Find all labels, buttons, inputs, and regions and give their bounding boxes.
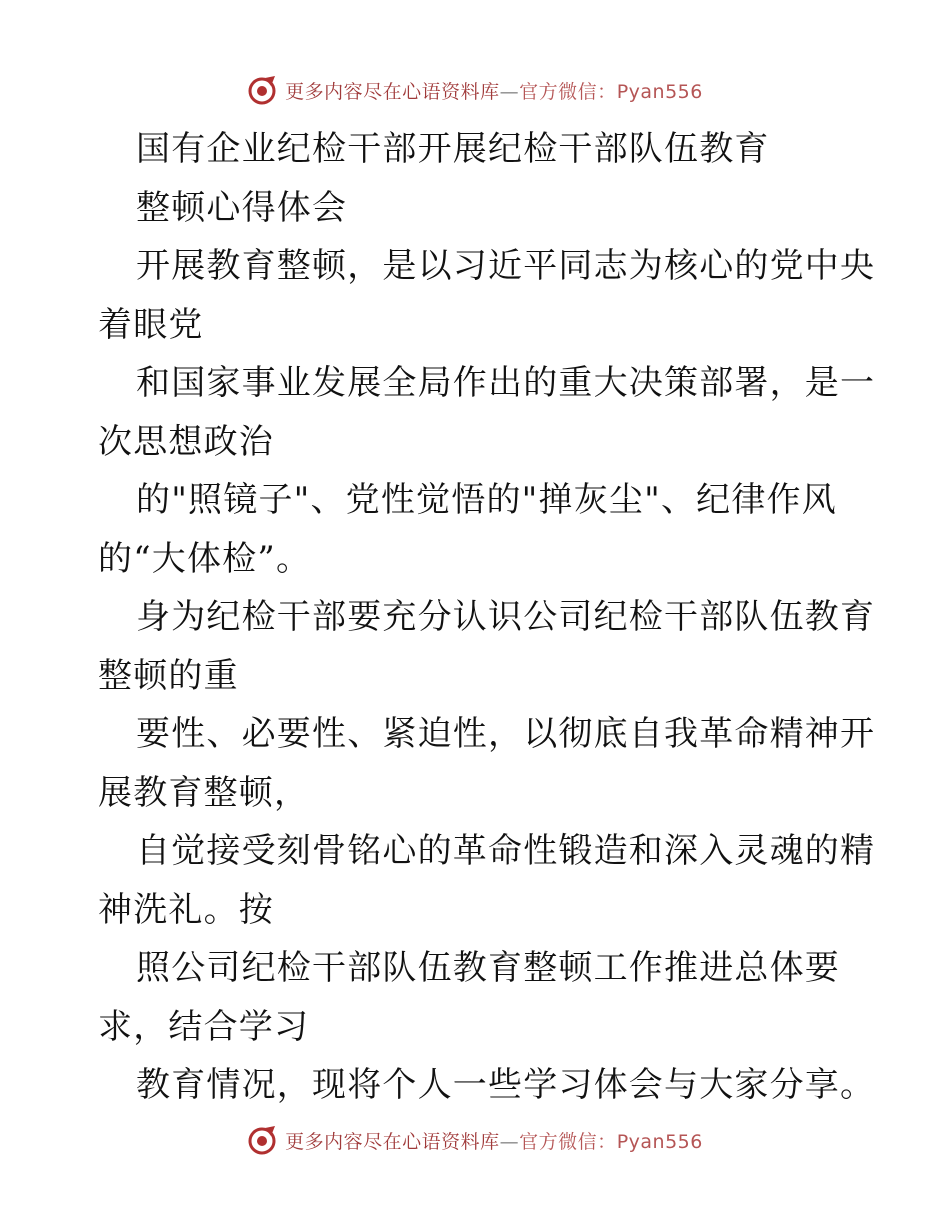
doc-line-10: 整顿的重	[98, 655, 239, 696]
header-banner-title: 更多内容尽在心语资料库	[285, 80, 500, 103]
doc-line-3: 开展教育整顿，是以习近平同志为核心的党中央	[136, 246, 876, 286]
brand-logo-icon	[247, 74, 279, 106]
doc-line-14: 神洗礼。按	[98, 889, 274, 930]
header-wechat-id: Pyan556	[616, 80, 703, 103]
doc-line-5: 和国家事业发展全局作出的重大决策部署，是一	[136, 363, 876, 403]
header-separator: —	[499, 80, 520, 103]
brand-logo-icon	[247, 1124, 279, 1156]
header-banner	[0, 70, 950, 110]
document-body	[98, 120, 876, 1115]
doc-line-16: 求，结合学习	[98, 1006, 310, 1047]
footer-wechat-label: 官方微信：	[519, 1130, 617, 1153]
doc-line-15: 照公司纪检干部队伍教育整顿工作推进总体要	[136, 948, 840, 988]
doc-line-4: 着眼党	[98, 304, 204, 345]
doc-line-6: 次思想政治	[98, 421, 274, 462]
doc-line-8: 的“大体检”。	[98, 538, 312, 579]
footer-banner-title: 更多内容尽在心语资料库	[285, 1130, 500, 1153]
doc-line-17: 教育情况，现将个人一些学习体会与大家分享。	[136, 1065, 876, 1105]
footer-banner-text	[285, 1127, 703, 1154]
footer-wechat-id: Pyan556	[616, 1130, 703, 1153]
doc-line-13: 自觉接受刻骨铭心的革命性锻造和深入灵魂的精	[136, 831, 876, 871]
doc-line-11: 要性、必要性、紧迫性，以彻底自我革命精神开	[136, 714, 876, 754]
doc-line-1: 国有企业纪检干部开展纪检干部队伍教育	[136, 129, 770, 169]
header-wechat-label: 官方微信：	[519, 80, 617, 103]
doc-line-2: 整顿心得体会	[136, 187, 348, 228]
doc-line-12: 展教育整顿，	[98, 772, 310, 813]
doc-line-9: 身为纪检干部要充分认识公司纪检干部队伍教育	[136, 597, 876, 637]
footer-separator: —	[499, 1130, 520, 1153]
header-banner-text	[285, 77, 703, 104]
doc-line-7: 的"照镜子"、党性觉悟的"掸灰尘"、纪律作风	[136, 480, 837, 520]
footer-banner	[0, 1120, 950, 1160]
